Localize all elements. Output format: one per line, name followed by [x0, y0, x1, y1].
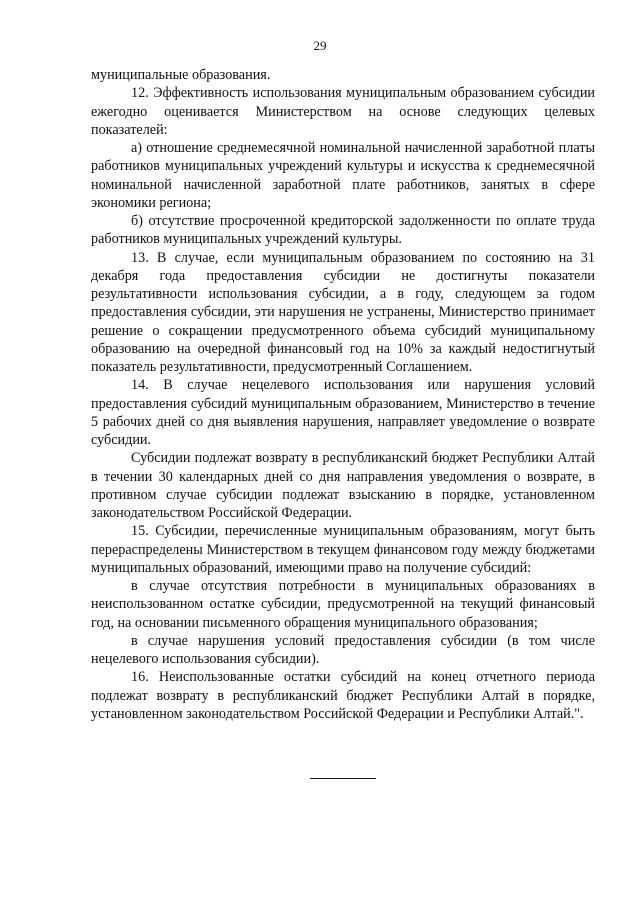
page-number: 29 — [313, 38, 327, 53]
paragraph-item-15-case-1: в случае отсутствия потребности в муниципальных образованиях в неиспользованном остатке субсидии, предусмотренной на текущий финансовый год, на основании письменного обращения муниципального образования; — [91, 578, 595, 631]
paragraph-item-15-case-2: в случае нарушения условий предоставления субсидии (в том числе нецелевого использования субсидии). — [91, 632, 595, 667]
paragraph-item-12: 12. Эффективность использования муниципальным образованием субсидии ежегодно оценивается Министерством на основе следующих целевых показателей: — [91, 85, 595, 138]
paragraph-subitem-a: а) отношение среднемесячной номинальной начисленной заработной платы работников муниципальных учреждений культуры и искусства к среднемесячной номинальной начисленной заработной плате работников, занятых в сфере экономики региона; — [91, 140, 595, 211]
paragraph-item-16: 16. Неиспользованные остатки субсидий на конец отчетного периода подлежат возврату в республиканский бюджет Республики Алтай в порядке, установленном законодательством Российской Федерации и Республики Алтай.". — [91, 669, 595, 722]
paragraph-item-15: 15. Субсидии, перечисленные муниципальным образованиям, могут быть перераспределены Министерством в текущем финансовом году между бюджетами муниципальных образований, имеющими право на получение субсидий: — [91, 523, 595, 576]
document-body — [91, 66, 595, 723]
paragraph-continuation: муниципальные образования. — [91, 67, 271, 83]
paragraph-item-13: 13. В случае, если муниципальным образованием по состоянию на 31 декабря года предоставления субсидии не достигнуты показатели результативности использования субсидии, а в году, следующем за годом предоставления субсидии, эти нарушения не устранены, Министерство принимает решение о сокращении предусмотренного объема субсидий муниципальному образованию на очередной финансовый год на 10% за каждый недостигнутый показатель результативности, предусмотренный Соглашением. — [91, 249, 595, 375]
paragraph-item-14-refund: Субсидии подлежат возврату в республиканский бюджет Республики Алтай в течении 30 календарных дней со дня направления уведомления о возврате, в противном случае субсидии подлежат взысканию в порядке, установленном законодательством Российской Федерации. — [91, 450, 595, 521]
paragraph-item-14: 14. В случае нецелевого использования или нарушения условий предоставления субсидий муниципальным образованием, Министерство в течение 5 рабочих дней со дня выявления нарушения, направляет уведомление о возврате субсидии. — [91, 377, 595, 448]
paragraph-subitem-b: б) отсутствие просроченной кредиторской задолженности по оплате труда работников муниципальных учреждений культуры. — [91, 213, 595, 248]
end-of-text-rule — [310, 778, 376, 779]
